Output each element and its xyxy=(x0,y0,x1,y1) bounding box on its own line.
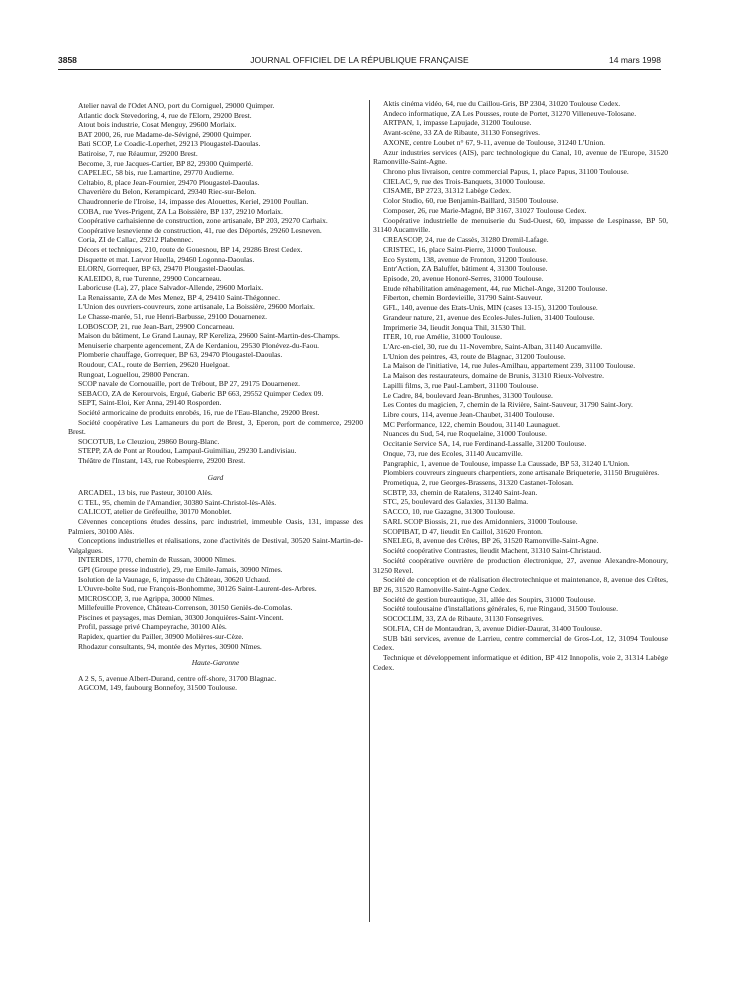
directory-entry: Décors et techniques, 210, route de Gouesnou, BP 14, 29286 Brest Cedex. xyxy=(78,244,303,254)
directory-entry: Become, 3, rue Jacques-Cartier, BP 82, 29300 Quimperlé. xyxy=(78,158,254,168)
directory-entry: Andeco informatique, ZA Les Pousses, route de Portet, 31270 Villeneuve-Tolosane. xyxy=(383,108,637,118)
directory-entry: SEPT, Saint-Eloi, Ker Anna, 29140 Rosporden. xyxy=(78,398,222,408)
directory-entry: Société de gestion bureautique, 31, allée des Soupirs, 31000 Toulouse. xyxy=(383,594,596,604)
haute-garonne-list-start xyxy=(68,674,363,693)
directory-entry: KALEIDO, 8, rue Turenne, 29900 Concarneau. xyxy=(78,273,222,283)
directory-entry: SCBTP, 33, chemin de Ratalens, 31240 Saint-Jean. xyxy=(383,487,538,497)
directory-entry: MICROSCOP, 3, rue Agrippa, 30000 Nîmes. xyxy=(78,593,215,603)
directory-entry: Entr'Action, ZA Baluffet, bâtiment 4, 31300 Toulouse. xyxy=(383,264,548,274)
directory-entry: Eco System, 138, avenue de Fronton, 31200 Toulouse. xyxy=(383,254,548,264)
directory-entry: Coria, ZI de Callac, 29212 Plabennec. xyxy=(78,235,194,245)
directory-entry: L'Ouvre-boîte Sud, rue François-Bonhomme, 30126 Saint-Laurent-des-Arbres. xyxy=(78,584,317,594)
directory-entry: ITER, 10, rue Amélie, 31000 Toulouse. xyxy=(383,332,503,342)
directory-entry: SOLFIA, CH de Montaudran, 3, avenue Didier-Daurat, 31400 Toulouse. xyxy=(383,623,603,633)
directory-entry: COBA, rue Yves-Prigent, ZA La Boissière, BP 137, 29210 Morlaix. xyxy=(78,206,283,216)
directory-entry: SNELEG, 8, avenue des Crêtes, BP 26, 31520 Ramonville-Saint-Agne. xyxy=(383,536,599,546)
right-column xyxy=(373,99,668,672)
directory-entry: LOBOSCOP, 21, rue Jean-Bart, 29900 Concarneau. xyxy=(78,321,235,331)
section-heading-gard: Gard xyxy=(207,472,224,482)
directory-entry: BAT 2000, 26, rue Madame-de-Sévigné, 29000 Quimper. xyxy=(78,129,252,139)
directory-entry: Atlantic dock Stevedoring, 4, rue de l'Elorn, 29200 Brest. xyxy=(78,110,252,120)
directory-entry: Le Chasse-marée, 51, rue Henri-Barbusse, 29100 Douarnenez. xyxy=(78,312,268,322)
directory-entry: ELORN, Gorrequer, BP 63, 29470 Plougastel-Daoulas. xyxy=(78,264,245,274)
directory-entry: SEBACO, ZA de Kerourvois, Ergué, Gaberic BP 663, 29552 Quimper Cedex 09. xyxy=(78,388,324,398)
directory-entry: Occitanie Service SA, 14, rue Ferdinand-Lassalle, 31200 Toulouse. xyxy=(383,439,587,449)
directory-entry: GPI (Groupe presse industrie), 29, rue Emile-Jamais, 30900 Nîmes. xyxy=(78,564,283,574)
journal-title: JOURNAL OFFICIEL DE LA RÉPUBLIQUE FRANÇAISE xyxy=(250,55,469,65)
page-header xyxy=(58,55,661,69)
directory-entry: SCOPIBAT, D 47, lieudit En Caillol, 31620 Fronton. xyxy=(383,526,543,536)
directory-entry: Lapilli films, 3, rue Paul-Lambert, 31100 Toulouse. xyxy=(383,380,539,390)
directory-entry: Société toulousaine d'installations générales, 6, rue Ringaud, 31500 Toulouse. xyxy=(383,604,619,614)
haute-garonne-list xyxy=(373,99,668,672)
directory-entry: Cévennes conceptions études dessins, parc industriel, immeuble Oasis, 131, impasse des Palmiers, 30100 Alès. xyxy=(68,516,363,536)
directory-entry: Imprimerie 34, lieudit Jonqua Thil, 31530 Thil. xyxy=(383,322,526,332)
directory-entry: Théâtre de l'Instant, 143, rue Robespierre, 29200 Brest. xyxy=(78,455,246,465)
directory-entry: Isolution de la Vaunage, 6, impasse du Château, 30620 Uchaud. xyxy=(78,574,271,584)
finistere-list xyxy=(68,101,363,466)
left-column xyxy=(68,101,363,693)
directory-entry: Société armoricaine de produits enrobés, 16, rue de l'Eau-Blanche, 29200 Brest. xyxy=(78,408,320,417)
directory-entry: Société de conception et de réalisation électrotechnique et maintenance, 8, avenue des Crêtes, BP 26, 31520 Ramonville-Saint-Agne Cedex. xyxy=(373,575,668,594)
directory-entry: La Maison de l'initiative, 14, rue Jules-Amilhau, appartement 239, 31100 Toulouse. xyxy=(383,361,636,371)
directory-entry: AGCOM, 149, faubourg Bonnefoy, 31500 Toulouse. xyxy=(78,683,238,693)
directory-entry: Pangraphic, 1, avenue de Toulouse, impasse La Caussade, BP 53, 31240 L'Union. xyxy=(383,458,630,468)
directory-entry: Société coopérative ouvrière de production électronique, 27, avenue Alexandre-Monoury, 31250 Revel. xyxy=(373,555,668,575)
directory-entry: Société coopérative Les Lamaneurs du port de Brest, 3, Eperon, port de commerce, 29200 Brest. xyxy=(68,417,363,437)
directory-entry: SOCOTUB, Le Cleuziou, 29860 Bourg-Blanc. xyxy=(78,436,220,446)
directory-entry: Nuances du Sud, 54, rue Roquelaine, 31000 Toulouse. xyxy=(383,429,547,439)
directory-entry: L'Union des peintres, 43, route de Blagnac, 31200 Toulouse. xyxy=(383,351,566,361)
directory-entry: SACCO, 10, rue Gazagne, 31300 Toulouse. xyxy=(383,507,516,517)
directory-entry: Roudour, CAL, route de Berrien, 29620 Huelgoat. xyxy=(78,360,230,370)
directory-entry: Millefeuille Provence, Château-Correnson, 30150 Geniès-de-Comolas. xyxy=(78,603,293,613)
directory-entry: Rapidex, quartier du Pailler, 30900 Molières-sur-Cèze. xyxy=(78,632,244,642)
directory-entry: Conceptions industrielles et réalisations, zone d'activités de Destival, 30520 Saint-Martin-de-Valgalgues. xyxy=(68,536,363,555)
directory-entry: CALICOT, atelier de Gréfeuilhe, 30170 Monoblet. xyxy=(78,507,232,517)
directory-entry: Fiberton, chemin Bordevieille, 31790 Saint-Sauveur. xyxy=(383,293,543,303)
column-divider xyxy=(369,100,370,922)
directory-entry: Batiroise, 7, rue Réaumur, 29200 Brest. xyxy=(78,148,198,158)
directory-entry: Etude réhabilitation aménagement, 44, rue Michel-Ange, 31200 Toulouse. xyxy=(383,283,608,293)
directory-entry: ARTPAN, 1, impasse Lapujade, 31200 Toulouse. xyxy=(383,118,532,128)
issue-date: 14 mars 1998 xyxy=(609,55,661,65)
directory-entry: Onque, 73, rue des Ecoles, 31140 Aucamville. xyxy=(383,448,523,458)
directory-entry: Atelier naval de l'Odet ANO, port du Corniguel, 29000 Quimper. xyxy=(78,101,275,110)
directory-entry: Coopérative lesnevienne de construction, 41, rue des Déportés, 29260 Lesneven. xyxy=(78,225,322,235)
directory-entry: AXONE, centre Loubet n° 67, 9-11, avenue de Toulouse, 31240 L'Union. xyxy=(383,137,606,147)
directory-entry: Libre cours, 114, avenue Jean-Chaubet, 31400 Toulouse. xyxy=(383,410,555,419)
directory-entry: CIELAC, 9, rue des Trois-Banquets, 31000 Toulouse. xyxy=(383,176,546,186)
directory-entry: Coopérative industrielle de menuiserie du Sud-Ouest, 60, impasse de Lespinasse, BP 50, 31140 Aucamville. xyxy=(373,215,668,235)
directory-entry: INTERDIS, 1770, chemin de Russan, 30000 Nîmes. xyxy=(78,555,237,565)
directory-entry: SCOP navale de Cornouaille, port de Trébout, BP 27, 29175 Douarnenez. xyxy=(78,379,301,389)
directory-entry: Plombiers couvreurs zingueurs charpentiers, zone artisanale Briqueterie, 31150 Bruguières. xyxy=(383,468,660,478)
section-heading-haute-garonne: Haute-Garonne xyxy=(191,658,240,668)
directory-entry: CAPELEC, 58 bis, rue Lamartine, 29770 Audierne. xyxy=(78,168,234,178)
directory-entry: L'Union des ouvriers-couvreurs, zone artisanale, La Boissière, 29600 Morlaix. xyxy=(78,302,315,312)
directory-entry: C TEL, 95, chemin de l'Amandier, 30380 Saint-Christol-lès-Alès. xyxy=(78,497,277,507)
directory-entry: La Renaissante, ZA de Mes Menez, BP 4, 29410 Saint-Thégonnec. xyxy=(78,292,280,302)
directory-entry: Maison du bâtiment, Le Grand Launay, RP Kerelizа, 29600 Saint-Martin-des-Champs. xyxy=(78,331,340,341)
directory-entry: Avant-scène, 33 ZA de Ribaute, 31130 Fonsegrives. xyxy=(383,128,540,138)
directory-entry: Disquette et mat. Larvor Huella, 29460 Logonna-Daoulas. xyxy=(78,254,255,264)
page-number: 3858 xyxy=(58,55,77,65)
directory-entry: CRISTEC, 16, place Saint-Pierre, 31000 Toulouse. xyxy=(383,244,537,254)
directory-entry: ARCADEL, 13 bis, rue Pasteur, 30100 Alès. xyxy=(78,488,213,498)
directory-entry: Laboricuse (La), 27, place Salvador-Allende, 29600 Morlaix. xyxy=(78,283,264,293)
directory-entry: Société coopérative Contrastes, lieudit Machent, 31310 Saint-Christaud. xyxy=(383,546,602,556)
directory-entry: Bati SCOP, Le Coadic-Loperhet, 29213 Plougastel-Daoulas. xyxy=(78,139,261,149)
directory-entry: CREASCOP, 24, rue de Cassès, 31280 Dremil-Lafage. xyxy=(383,235,549,245)
directory-entry: Profil, passage privé Champeyrache, 30100 Alès. xyxy=(78,622,227,632)
directory-entry: Plomberie chauffage, Gorrequer, BP 63, 29470 Plougastel-Daoulas. xyxy=(78,350,283,360)
directory-entry: Episode, 20, avenue Honoré-Serres, 31000 Toulouse. xyxy=(383,273,544,283)
directory-entry: Rungoat, Loguellou, 29800 Pencran. xyxy=(78,369,190,379)
directory-entry: Azur industries services (AIS), parc technologique du Canal, 10, avenue de l'Europe, 31520 Ramonville-Saint-Agne. xyxy=(373,147,668,167)
directory-entry: Chrono plus livraison, centre commercial Papus, 1, place Papus, 31100 Toulouse. xyxy=(383,167,629,177)
directory-entry: SUB bâti services, avenue de Larrieu, centre commercial de Gros-Lot, 12, 31094 Toulouse Cedex. xyxy=(373,633,668,653)
directory-entry: Piscines et paysages, mas Demian, 30300 Jonquières-Saint-Vincent. xyxy=(78,612,284,622)
directory-entry: Les Contes du magicien, 7, chemin de la Rivière, Saint-Sauveur, 31790 Saint-Jory. xyxy=(383,400,633,410)
directory-entry: Celtabio, 8, place Jean-Fournier, 29470 Plougastel-Daoulas. xyxy=(78,177,260,187)
directory-entry: STC, 25, boulevard des Galaxies, 31130 Balma. xyxy=(383,497,529,507)
directory-entry: La Maison des restaurateurs, domaine de Brunis, 31310 Rieux-Volvestre. xyxy=(383,371,604,381)
directory-entry: A 2 S, 5, avenue Albert-Durand, centre off-shore, 31700 Blagnac. xyxy=(78,673,277,683)
header-rule xyxy=(58,69,661,70)
directory-entry: STEPP, ZA de Pont ar Roudou, Lampaul-Guimiliau, 29230 Landivisiau. xyxy=(78,446,297,456)
directory-entry: L'Arc-en-ciel, 30, rue du 11-Novembre, Saint-Alban, 31140 Aucamville. xyxy=(383,341,603,351)
directory-entry: Chaudronnerie de l'Iroise, 14, impasse des Alouettes, Keriel, 29100 Poullan. xyxy=(78,196,309,206)
directory-entry: SARL SCOP Biossis, 21, rue des Amidonniers, 31000 Toulouse. xyxy=(383,516,578,526)
directory-entry: Rhodazur consultants, 94, montée des Myrtes, 30900 Nîmes. xyxy=(78,641,262,651)
directory-entry: Coopérative carhaisienne de construction, zone artisanale, BP 203, 29270 Carhaix. xyxy=(78,216,328,226)
directory-entry: Composer, 26, rue Marie-Magné, BP 3167, 31027 Toulouse Cedex. xyxy=(383,205,587,215)
directory-entry: Grandeur nature, 21, avenue des Ecoles-Jules-Julien, 31400 Toulouse. xyxy=(383,312,595,322)
directory-entry: Chaverière du Belon, Kerampicard, 29340 Riec-sur-Belon. xyxy=(78,187,256,197)
directory-entry: Prometiqua, 2, rue Georges-Brassens, 31320 Castanet-Tolosan. xyxy=(383,478,574,488)
directory-entry: Le Cadre, 84, boulevard Jean-Brunhes, 31300 Toulouse. xyxy=(383,390,553,400)
gard-list xyxy=(68,488,363,651)
directory-entry: GFL, 140, avenue des Etats-Unis, MIN (cases 13-15), 31200 Toulouse. xyxy=(383,303,598,313)
directory-entry: Color Studio, 60, rue Benjamin-Baillard, 31500 Toulouse. xyxy=(383,196,559,206)
directory-entry: Aktis cinéma vidéo, 64, rue du Caillou-Gris, BP 2304, 31020 Toulouse Cedex. xyxy=(383,99,621,108)
directory-entry: Menuiserie charpente agencement, ZA de Kerdaniou, 29530 Plonévez-du-Faou. xyxy=(78,340,319,350)
directory-entry: SOCOCLIM, 33, ZA de Ribaute, 31130 Fonsegrives. xyxy=(383,614,544,624)
directory-entry: MC Performance, 122, chemin Boudou, 31140 Launaguet. xyxy=(383,419,561,429)
directory-entry: Atout bois industrie, Cosat Menguy, 29600 Morlaix. xyxy=(78,120,237,130)
directory-entry: CISAME, BP 2723, 31312 Labège Cedex. xyxy=(383,186,512,196)
directory-entry: Technique et développement informatique et édition, BP 412 Innopolis, voie 2, 31314 Labège Cedex. xyxy=(373,652,668,672)
